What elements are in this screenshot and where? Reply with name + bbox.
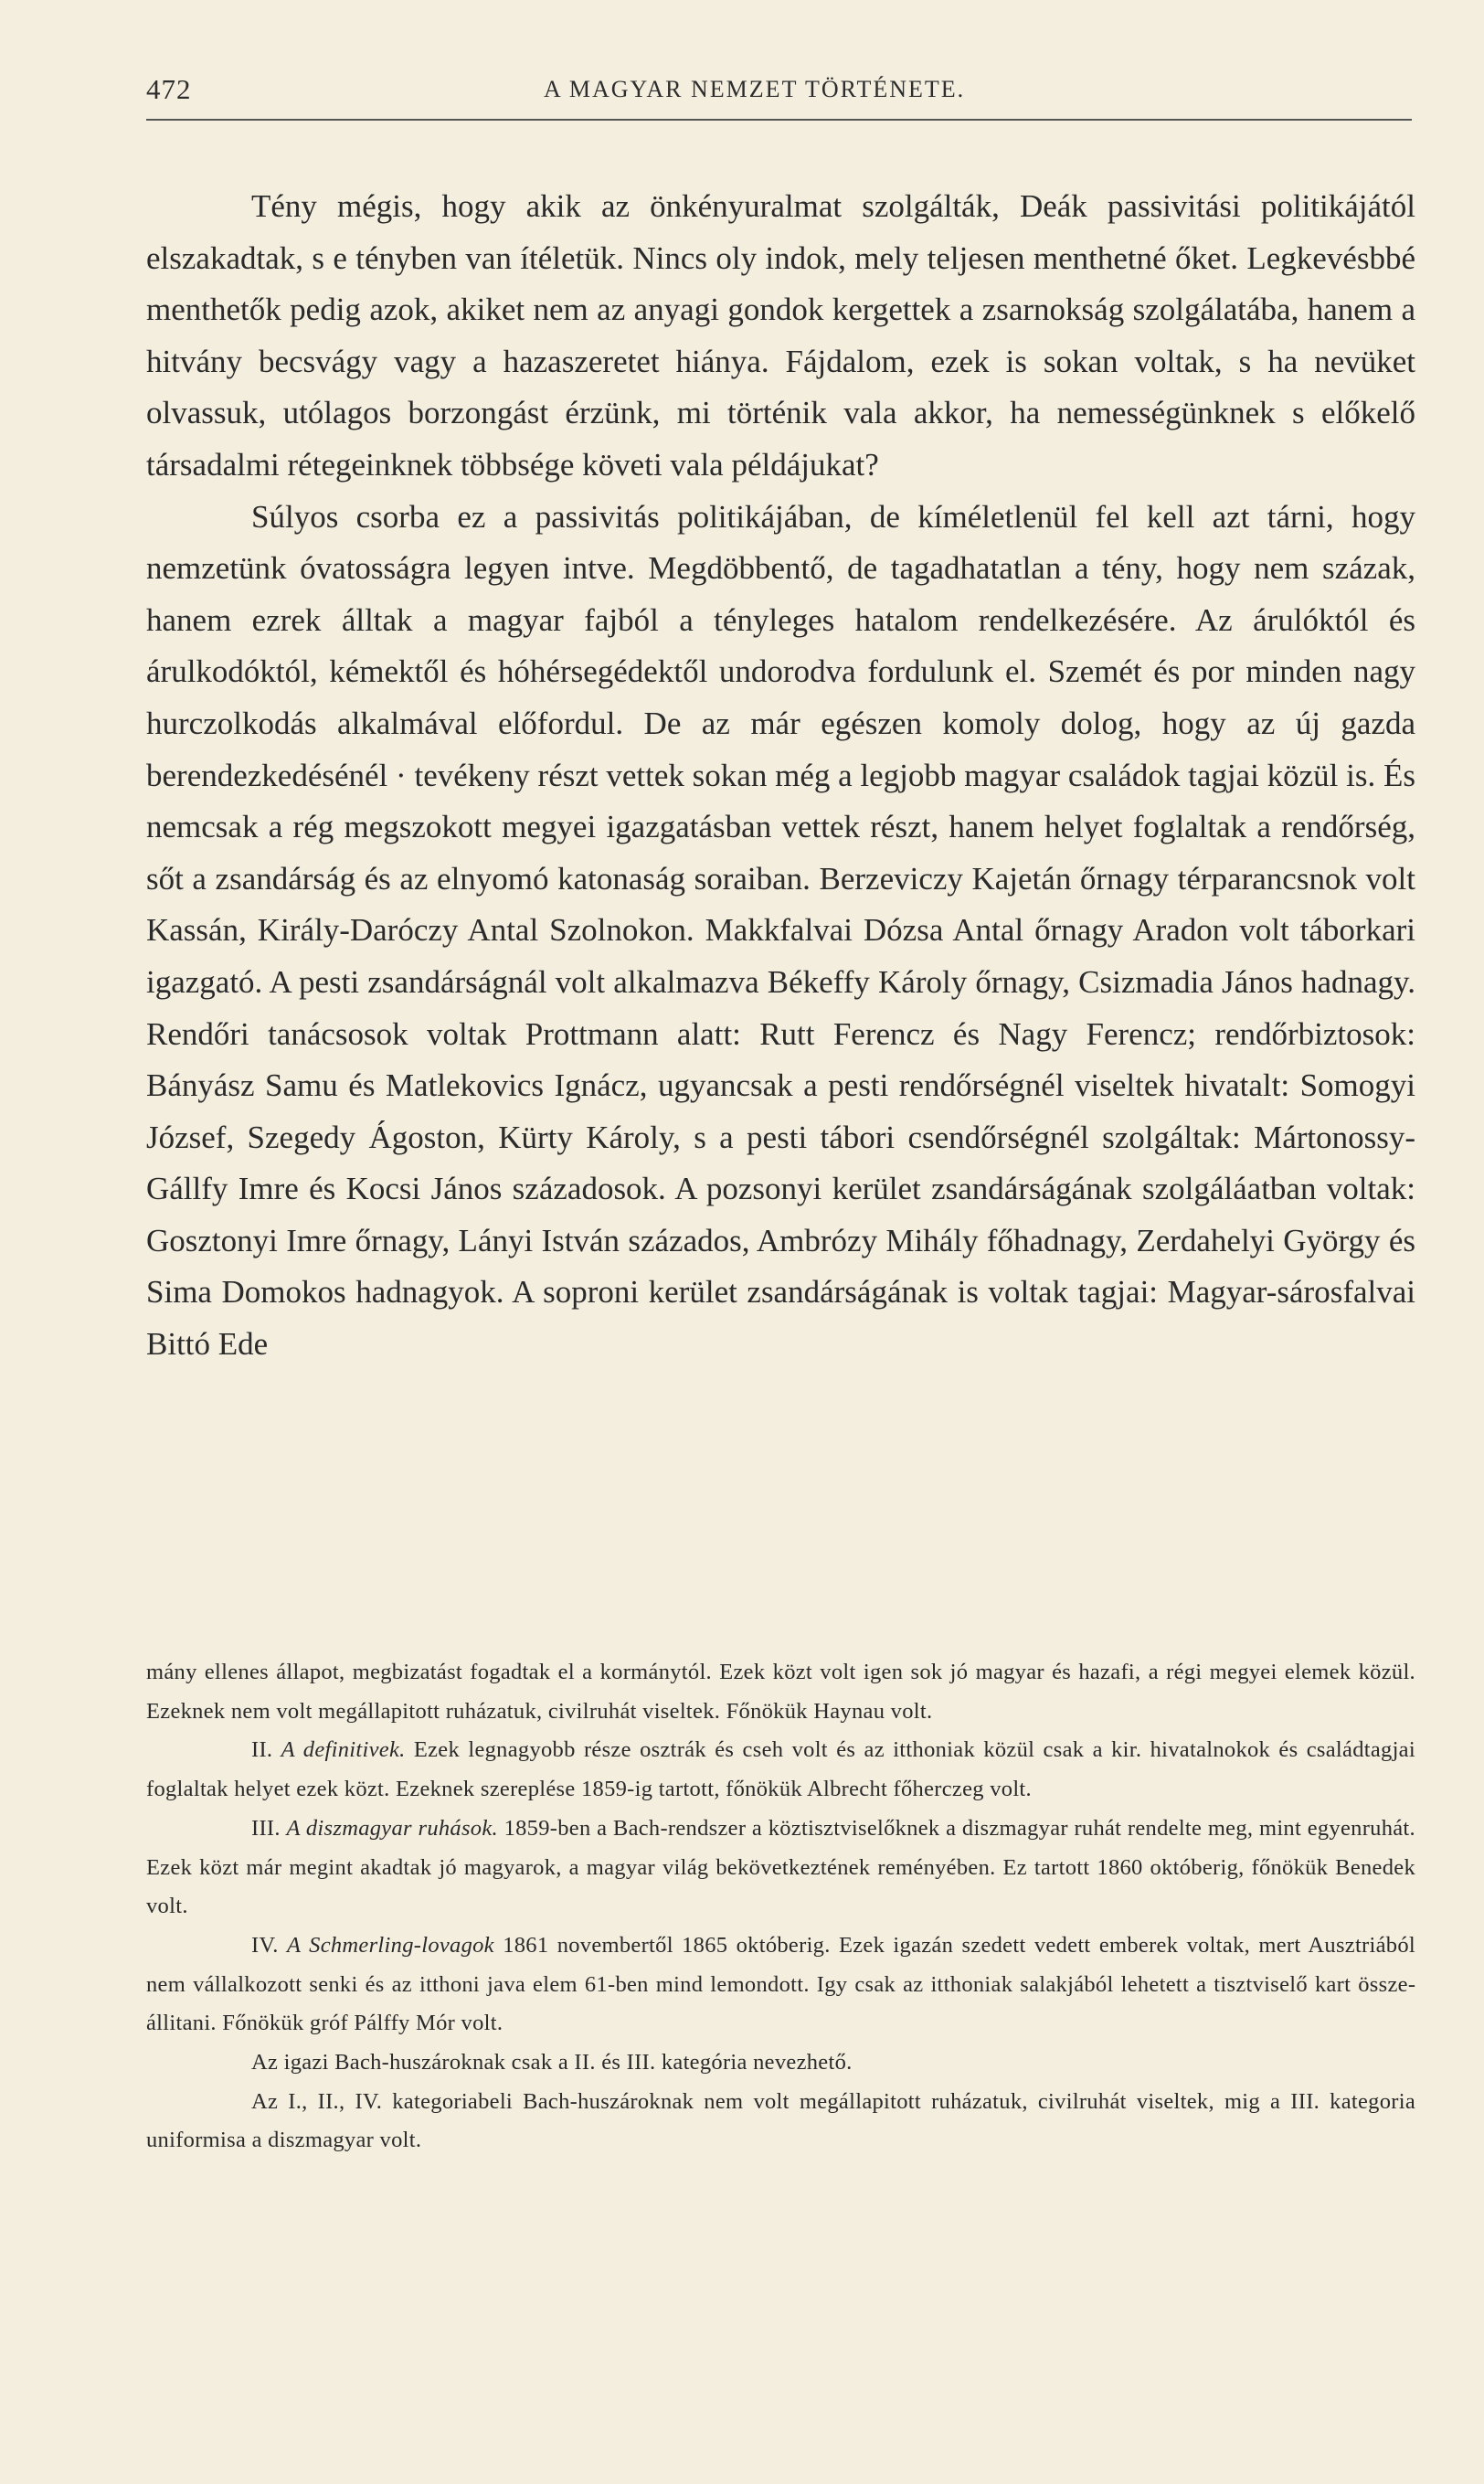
footnote-intro: mány ellenes állapot, megbizatást fogadtak el a kormánytól. Ezek közt volt igen sok jó magyar és hazafi, a régi megyei elemek közül. Ezeknek nem volt megállapitott ruházatuk, civilruhát viseltek. Főnökük Haynau volt. — [146, 1660, 1415, 1724]
running-title: A MAGYAR NEMZET TÖRTÉNETE. — [544, 76, 966, 102]
footnote-text: Ezek legnagyobb része osztrák és cseh volt és az itthoniak közül csak a kir. hivatalnokok és családtagjai foglaltak helyet ezek közt. Ezeknek szereplése 1859-ig tartott, főnökük Albrecht főherczeg volt. — [146, 1737, 1415, 1802]
paragraph-2: Súlyos csorba ez a passivitás politikájában, de kíméletlenül fel kell azt tárni, hogy nemzetünk óvatosságra legyen intve. Megdöbbentő, de tagadhatatlan a tény, hogy nem százak, hanem ezrek álltak a magyar fajból a tényleges hatalom rendelkezésére. Az árulóktól és árulkodóktól, kémektől és hóhérsegédektől undorodva fordulunk el. Szemét és por minden nagy hurczolkodás alkalmával előfordul. De az már egészen komoly dolog, hogy az új gazda berendezkedésénél · tevékeny részt vettek sokan még a legjobb magyar családok tagjai közül is. És nemcsak a rég megszokott megyei igazgatásban vettek részt, hanem helyet foglaltak a rendőrség, sőt a zsandárság és az elnyomó katonaság soraiban. Berzeviczy Kajetán őrnagy térparancsnok volt Kassán, Király-Daróczy Antal Szolnokon. Makkfalvai Dózsa Antal őrnagy Aradon volt táborkari igazgató. A pesti zsandárságnál volt alkalmazva Békeffy Károly őrnagy, Csizmadia János hadnagy. Rendőri tanácsosok voltak Prottmann alatt: Rutt Ferencz és Nagy Ferencz; rendőrbiztosok: Bányász Samu és Matlekovics Ignácz, ugyancsak a pesti rendőrségnél viseltek hivatalt: Somogyi József, Szegedy Ágoston, Kürty Károly, s a pesti tábori csendőrségnél szolgáltak: Mártonossy-Gállfy Imre és Kocsi János századosok. A pozsonyi kerület zsandárságának szolgáláatban voltak: Gosztonyi Imre őrnagy, Lányi István százados, Ambrózy Mihály főhadnagy, Zerdahelyi György és Sima Domokos hadnagyok. A soproni kerület zsandárságának is voltak tagjai: Magyar-sárosfalvai Bittó Ede — [146, 498, 1415, 1363]
footnote-text: 1859-ben a Bach-rendszer a köztisztviselőknek a diszmagyar ruhát rendelte meg, mint egyenruhát. Ezek közt már megint akadtak jó magyarok, a magyar világ bekövetkeztének reményében. Ez tartott 1860 októberig, főnökük Benedek volt. — [146, 1815, 1415, 1919]
footnote-term: A definitivek. — [281, 1737, 406, 1763]
footnote-closing-1: Az igazi Bach-huszároknak csak a II. és III. kategória nevezhető. — [251, 2050, 853, 2075]
footnote-numeral: III. — [251, 1815, 281, 1841]
footnote-term: A Schmerling-lovagok — [287, 1932, 494, 1958]
page-header — [146, 73, 1393, 121]
main-text — [146, 181, 1415, 1371]
footnotes — [146, 1653, 1415, 2160]
header-rule — [146, 119, 1412, 121]
paragraph-1: Tény mégis, hogy akik az önkényuralmat szolgálták, Deák passivitási politikájától elszakadtak, s e tényben van ítéletük. Nincs oly indok, mely teljesen menthetné őket. Legkevésbbé menthetők pedig azok, akiket nem az anyagi gondok kergettek a zsarnokság szolgálatába, hanem a hitvány becsvágy vagy a hazaszeretet hiánya. Fájdalom, ezek is sokan voltak, s ha nevüket olvassuk, utólagos borzongást érzünk, mi történik vala akkor, ha nemességünknek s előkelő társadalmi rétegeinknek többsége követi vala példájukat? — [146, 188, 1415, 483]
footnote-numeral: IV. — [251, 1932, 279, 1958]
page-number: 472 — [146, 73, 192, 105]
footnote-text: 1861 novembertől 1865 októberig. Ezek igazán szedett vedett emberek voltak, mert Ausztriából nem vállalkozott senki és az itthoni java elem 61-ben mind lemondott. Igy csak az itthoniak salakjából lehetett a tisztviselő kart összeállitani. Főnökük gróf Pálffy Mór volt. — [146, 1932, 1416, 2036]
footnote-numeral: II. — [251, 1737, 273, 1763]
footnote-item-3 — [146, 1810, 1415, 1927]
footnote-closing-2: Az I., II., IV. kategoriabeli Bach-huszároknak nem volt megállapitott ruházatuk, civilruhát viseltek, mig a III. kategoria uniformisa a diszmagyar volt. — [146, 2088, 1415, 2153]
footnote-term: A diszmagyar ruhások. — [286, 1815, 498, 1841]
footnote-item-2 — [146, 1731, 1415, 1809]
footnote-item-4 — [146, 1927, 1415, 2043]
